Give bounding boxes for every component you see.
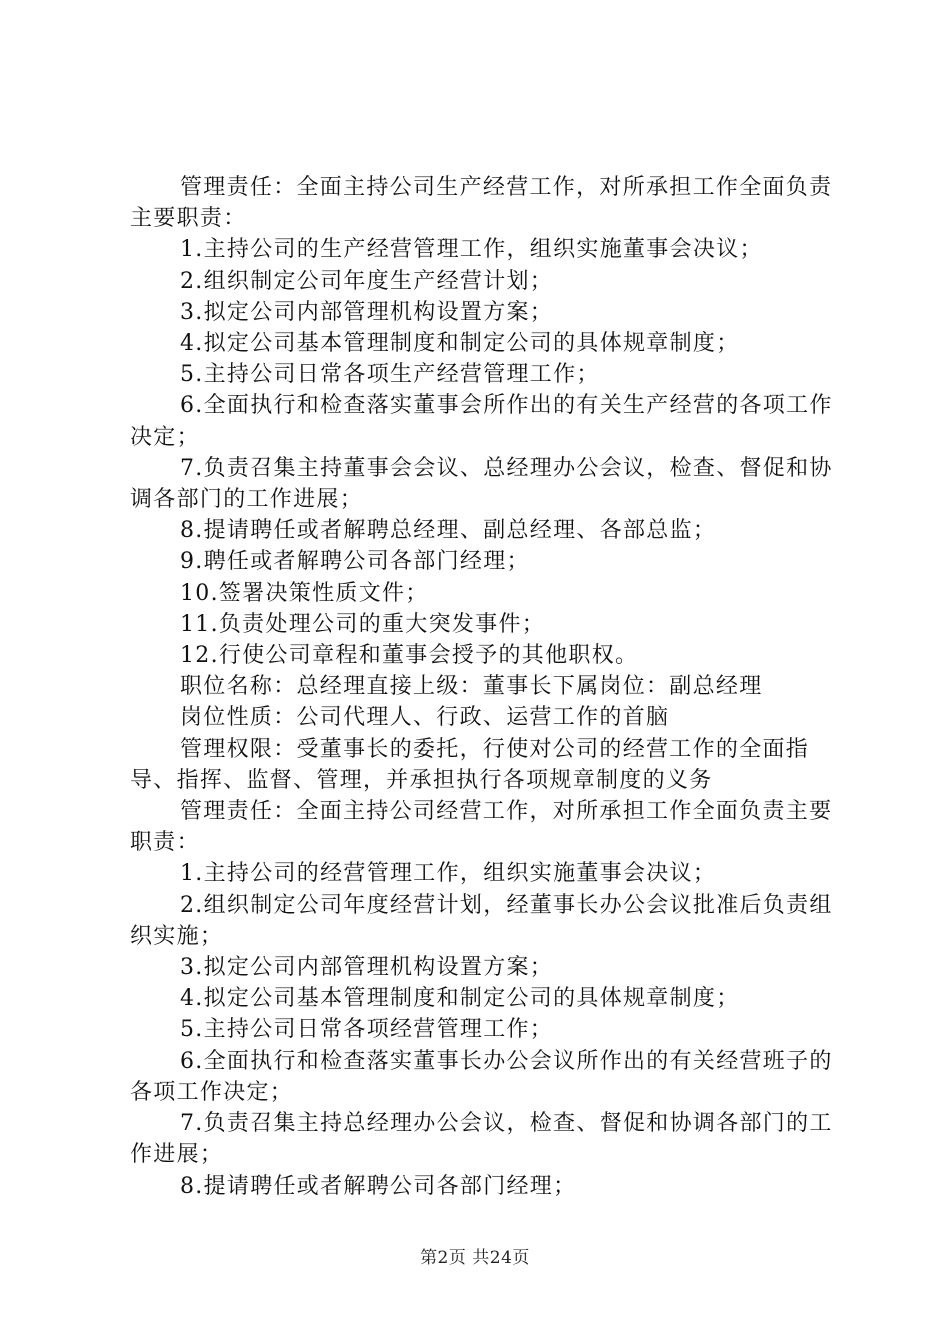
paragraph: 8.提请聘任或者解聘公司各部门经理；: [180, 1173, 577, 1199]
paragraph: 3.拟定公司内部管理机构设置方案；: [180, 955, 554, 981]
paragraph: 7.负责召集主持总经理办公会议，检查、督促和协调各部门的工作进展；: [130, 1111, 833, 1168]
paragraph: 4.拟定公司基本管理制度和制定公司的具体规章制度；: [180, 986, 740, 1012]
page-number-footer: 第2页 共24页: [420, 1248, 530, 1268]
paragraph: 12.行使公司章程和董事会授予的其他职权。: [180, 643, 639, 669]
paragraph: 职位名称：总经理直接上级：董事长下属岗位：副总经理: [180, 674, 763, 700]
document-body: [130, 172, 835, 1202]
paragraph: 6.全面执行和检查落实董事会所作出的有关生产经营的各项工作决定；: [130, 393, 833, 450]
paragraph: 11.负责处理公司的重大突发事件；: [180, 611, 546, 637]
paragraph: 1.主持公司的生产经营管理工作，组织实施董事会决议；: [180, 237, 763, 263]
paragraph: 2.组织制定公司年度经营计划，经董事长办公会议批准后负责组织实施；: [130, 892, 833, 949]
paragraph: 管理权限：受董事长的委托，行使对公司的经营工作的全面指导、指挥、监督、管理，并承担执行各项规章制度的义务: [130, 736, 810, 793]
paragraph: 5.主持公司日常各项生产经营管理工作；: [180, 362, 600, 388]
paragraph: 10.签署决策性质文件；: [180, 580, 429, 606]
paragraph: 3.拟定公司内部管理机构设置方案；: [180, 299, 554, 325]
paragraph: 6.全面执行和检查落实董事长办公会议所作出的有关经营班子的各项工作决定；: [130, 1048, 833, 1105]
paragraph: 管理责任：全面主持公司经营工作，对所承担工作全面负责主要职责：: [130, 799, 833, 856]
paragraph: 岗位性质：公司代理人、行政、运营工作的首脑: [180, 705, 670, 731]
paragraph: 9.聘任或者解聘公司各部门经理；: [180, 549, 530, 575]
paragraph: 1.主持公司的经营管理工作，组织实施董事会决议；: [180, 861, 717, 887]
paragraph: 2.组织制定公司年度生产经营计划；: [180, 268, 554, 294]
paragraph: 4.拟定公司基本管理制度和制定公司的具体规章制度；: [180, 331, 740, 357]
paragraph: 5.主持公司日常各项经营管理工作；: [180, 1017, 554, 1043]
paragraph: 管理责任：全面主持公司生产经营工作，对所承担工作全面负责主要职责：: [130, 175, 833, 232]
paragraph: 7.负责召集主持董事会会议、总经理办公会议，检查、督促和协调各部门的工作进展；: [130, 455, 833, 513]
paragraph: 8.提请聘任或者解聘总经理、副总经理、各部总监；: [180, 518, 717, 544]
